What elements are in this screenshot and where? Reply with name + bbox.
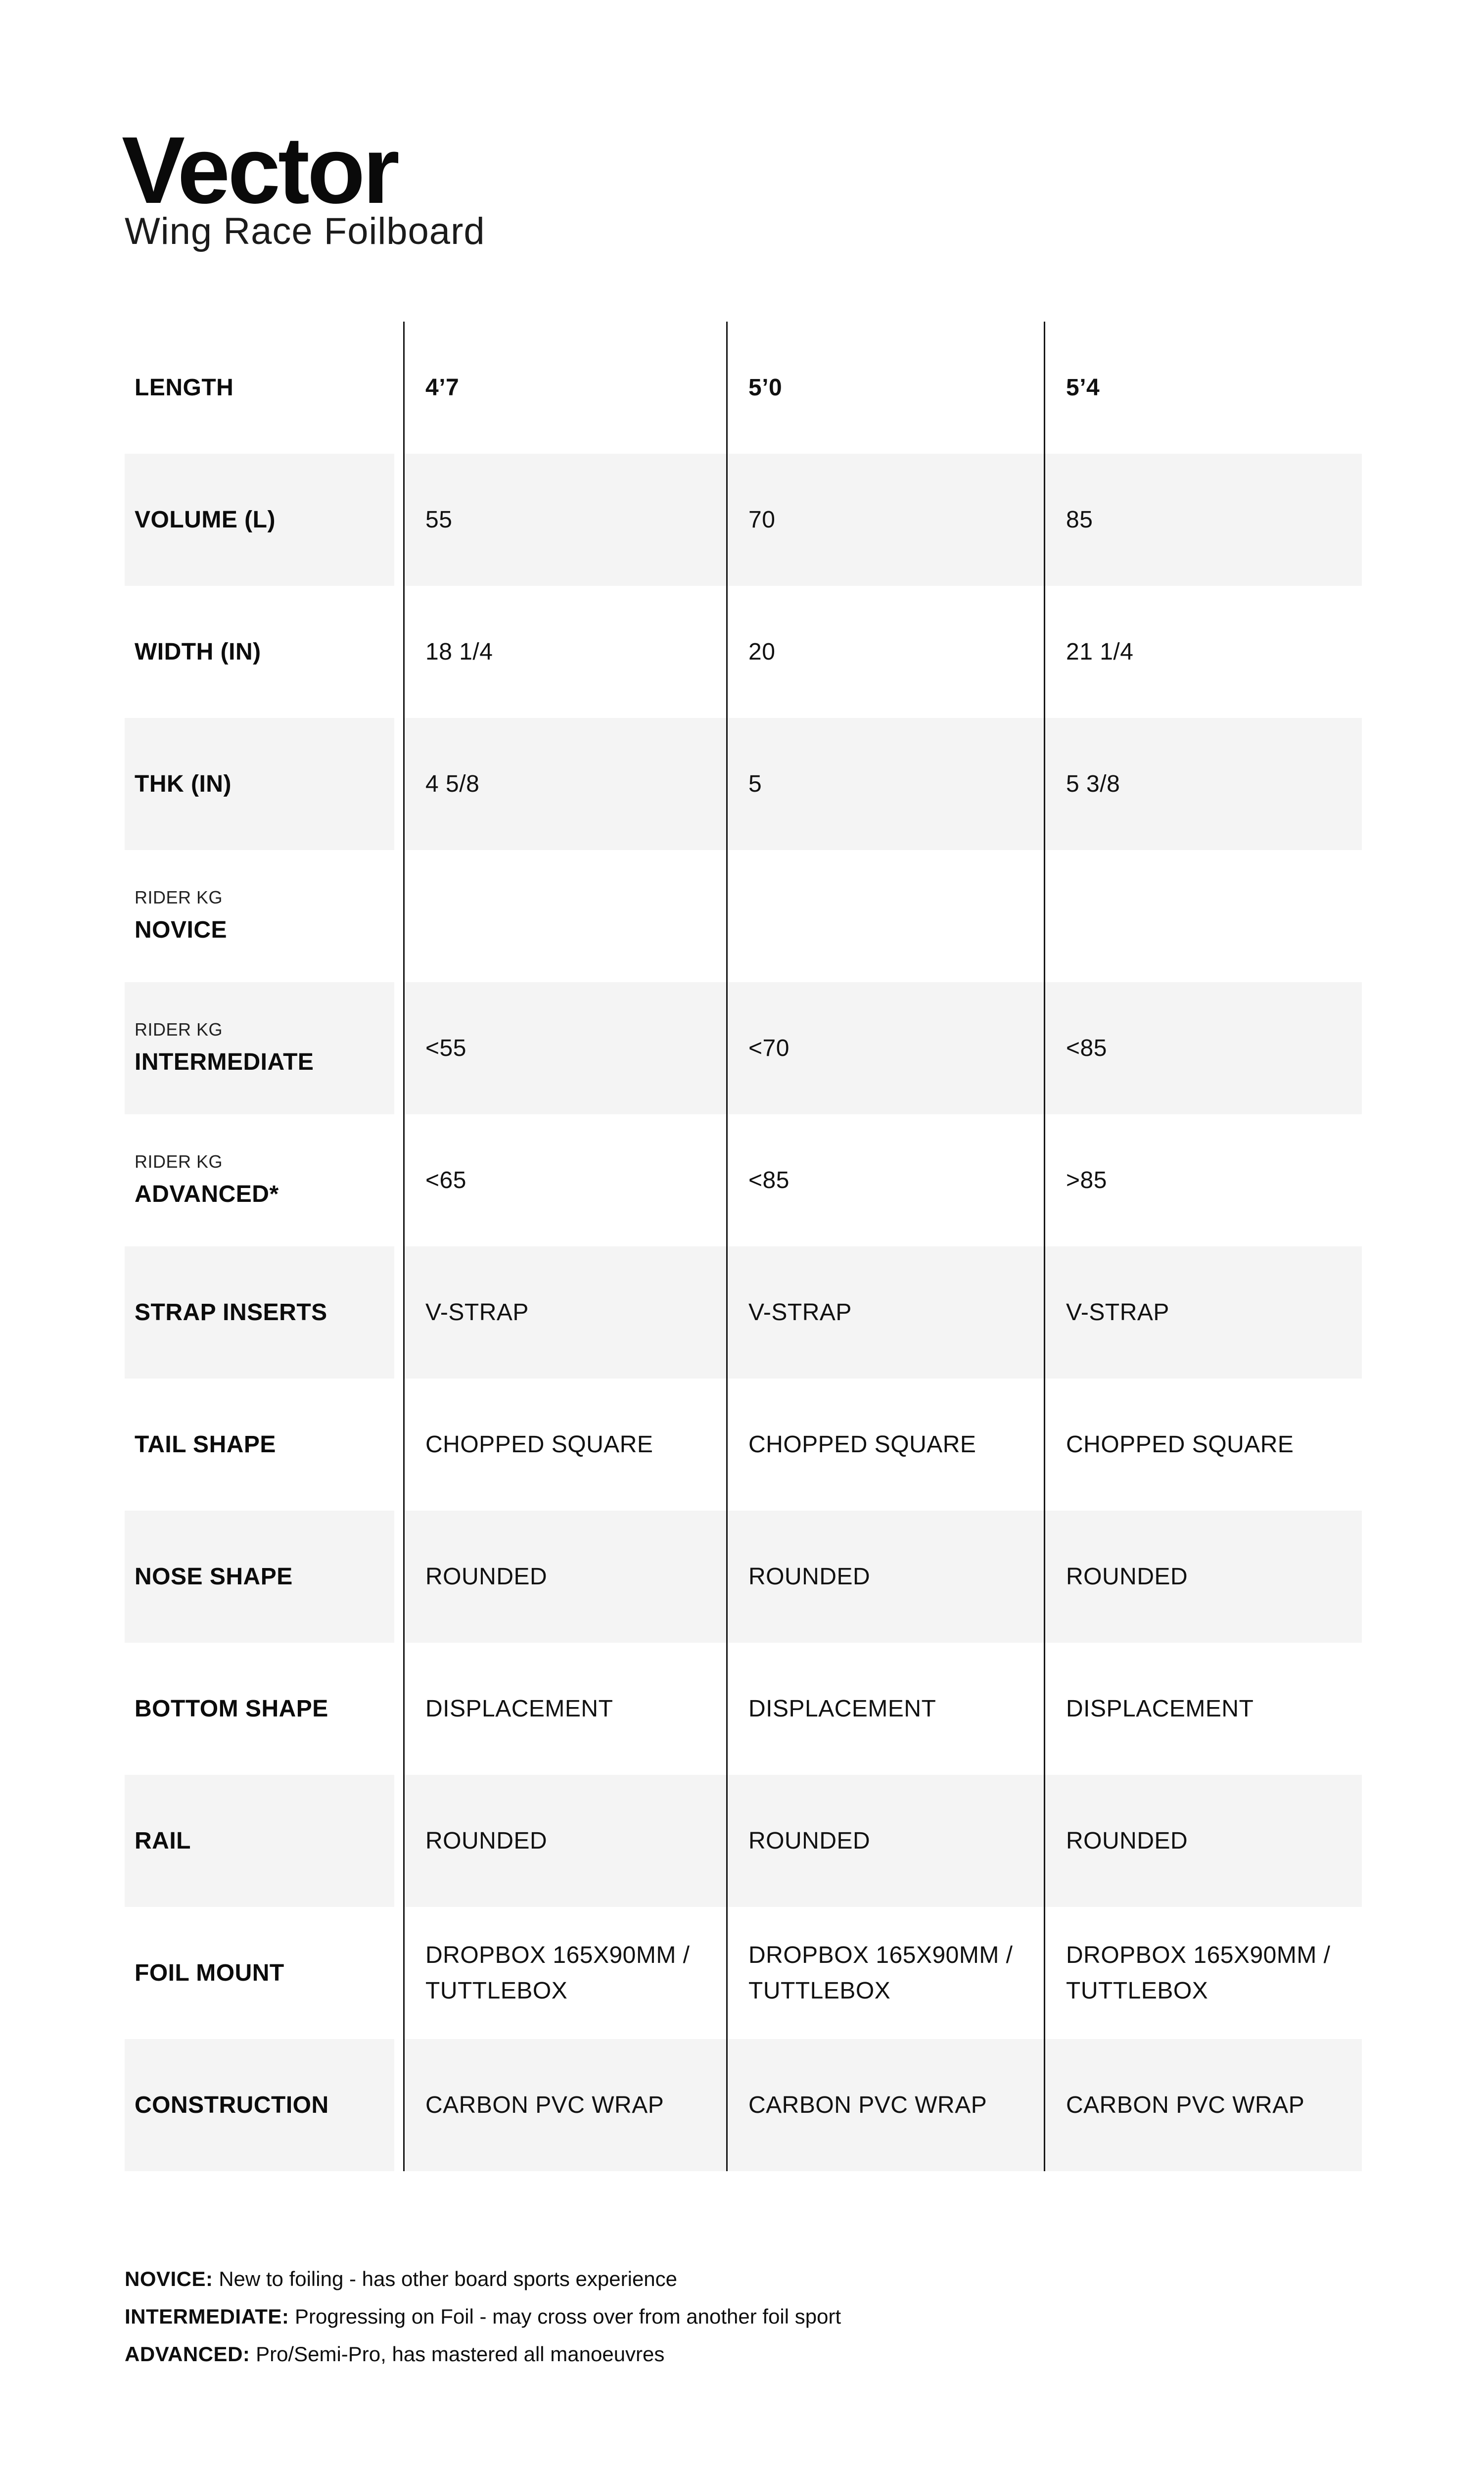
row-label: LENGTH <box>135 374 234 401</box>
footnote <box>125 2344 841 2365</box>
cell-value-47: 4’7 <box>425 374 460 401</box>
row-label-cell <box>125 586 403 718</box>
cell-value-47: 55 <box>403 454 726 586</box>
table-row <box>125 322 1362 454</box>
cell-value-54: 5 3/8 <box>1044 718 1362 850</box>
cell-value-54: CARBON PVC WRAP <box>1044 2039 1362 2171</box>
footnote <box>125 2306 841 2327</box>
table-row <box>125 2039 1362 2171</box>
table-row <box>125 1907 1362 2039</box>
cell-value-54: CHOPPED SQUARE <box>1066 1431 1294 1458</box>
footnote-text: Progressing on Foil - may cross over from another foil sport <box>295 2305 841 2328</box>
row-label-cell <box>125 982 403 1114</box>
row-label: ADVANCED* <box>135 1181 279 1207</box>
row-label-cell <box>125 454 403 586</box>
cell-value-50: DISPLACEMENT <box>748 1695 936 1722</box>
table-row <box>125 586 1362 718</box>
row-label-cell <box>125 850 403 982</box>
cell-value-47: 18 1/4 <box>425 638 493 665</box>
cell-value-50: 70 <box>726 454 1044 586</box>
cell-value-47: CARBON PVC WRAP <box>403 2039 726 2171</box>
cell-value-54: 21 1/4 <box>1066 638 1134 665</box>
table-row <box>125 1775 1362 1907</box>
table-row <box>125 1511 1362 1643</box>
table-row <box>125 1643 1362 1775</box>
row-label: NOSE SHAPE <box>135 1563 293 1590</box>
row-label: VOLUME (L) <box>135 506 276 533</box>
column-divider-line <box>1044 322 1045 2171</box>
row-label-cell <box>125 1511 403 1643</box>
cell-value-50: 5 <box>726 718 1044 850</box>
row-label: INTERMEDIATE <box>135 1048 314 1075</box>
cell-value-50: <70 <box>726 982 1044 1114</box>
row-label: FOIL MOUNT <box>135 1959 284 1986</box>
cell-value-50: <85 <box>748 1167 789 1193</box>
cell-value-47: ROUNDED <box>403 1775 726 1907</box>
cell-value-54: <85 <box>1044 982 1362 1114</box>
table-row <box>125 454 1362 586</box>
cell-value-54: >85 <box>1066 1167 1107 1193</box>
page-subtitle: Wing Race Foilboard <box>125 210 485 252</box>
cell-value-50: ROUNDED <box>726 1775 1044 1907</box>
row-label-cell <box>125 2039 403 2171</box>
spec-table <box>125 322 1362 2171</box>
cell-value-50: DROPBOX 165X90MM / TUTTLEBOX <box>748 1942 1013 2004</box>
row-label-cell <box>125 1907 403 2039</box>
row-pre-label: RIDER KG <box>135 1151 223 1172</box>
cell-value-54: DROPBOX 165X90MM / TUTTLEBOX <box>1066 1942 1331 2004</box>
row-label: TAIL SHAPE <box>135 1431 276 1458</box>
row-label: WIDTH (IN) <box>135 638 261 665</box>
footnote-term: INTERMEDIATE: <box>125 2305 289 2328</box>
cell-value-50 <box>726 850 1044 982</box>
cell-value-54 <box>1044 850 1362 982</box>
row-label-cell <box>125 1114 403 1246</box>
row-label: RAIL <box>135 1827 191 1854</box>
cell-value-54: ROUNDED <box>1044 1511 1362 1643</box>
footnote-term: NOVICE: <box>125 2267 213 2290</box>
table-row <box>125 718 1362 850</box>
row-label: CONSTRUCTION <box>135 2092 329 2118</box>
cell-value-47: DROPBOX 165X90MM / TUTTLEBOX <box>425 1942 690 2004</box>
row-label: THK (IN) <box>135 770 232 797</box>
cell-value-54: 5’4 <box>1066 374 1100 401</box>
cell-value-47: <65 <box>425 1167 466 1193</box>
table-row <box>125 850 1362 982</box>
cell-value-54: 85 <box>1044 454 1362 586</box>
spec-table-rows <box>125 322 1362 2171</box>
cell-value-50: V-STRAP <box>726 1246 1044 1379</box>
cell-value-50: CHOPPED SQUARE <box>748 1431 976 1458</box>
cell-value-54: ROUNDED <box>1044 1775 1362 1907</box>
footnote <box>125 2269 841 2289</box>
cell-value-47: <55 <box>403 982 726 1114</box>
cell-value-50: 20 <box>748 638 776 665</box>
footnote-text: Pro/Semi-Pro, has mastered all manoeuvres <box>256 2342 665 2366</box>
cell-value-47 <box>403 850 726 982</box>
page-title: Vector <box>122 117 397 223</box>
column-divider-line <box>403 322 405 2171</box>
row-label-cell <box>125 718 403 850</box>
cell-value-50: CARBON PVC WRAP <box>726 2039 1044 2171</box>
row-label-cell <box>125 1775 403 1907</box>
row-label-cell <box>125 1246 403 1379</box>
cell-value-47: ROUNDED <box>403 1511 726 1643</box>
row-label: NOVICE <box>135 916 228 943</box>
cell-value-54: V-STRAP <box>1044 1246 1362 1379</box>
table-row <box>125 1379 1362 1511</box>
row-label-cell <box>125 322 403 454</box>
cell-value-50: ROUNDED <box>726 1511 1044 1643</box>
row-label: STRAP INSERTS <box>135 1299 327 1326</box>
column-divider-line <box>726 322 728 2171</box>
footnotes <box>125 2269 841 2381</box>
cell-value-47: V-STRAP <box>403 1246 726 1379</box>
cell-value-47: CHOPPED SQUARE <box>425 1431 653 1458</box>
table-row <box>125 982 1362 1114</box>
row-pre-label: RIDER KG <box>135 887 223 907</box>
footnote-term: ADVANCED: <box>125 2342 250 2366</box>
row-pre-label: RIDER KG <box>135 1019 223 1040</box>
row-label-cell <box>125 1643 403 1775</box>
cell-value-47: 4 5/8 <box>403 718 726 850</box>
table-row <box>125 1246 1362 1379</box>
cell-value-50: 5’0 <box>748 374 783 401</box>
row-label-cell <box>125 1379 403 1511</box>
cell-value-54: DISPLACEMENT <box>1066 1695 1254 1722</box>
footnote-text: New to foiling - has other board sports experience <box>219 2267 678 2290</box>
cell-value-47: DISPLACEMENT <box>425 1695 613 1722</box>
row-label: BOTTOM SHAPE <box>135 1695 328 1722</box>
table-row <box>125 1114 1362 1246</box>
